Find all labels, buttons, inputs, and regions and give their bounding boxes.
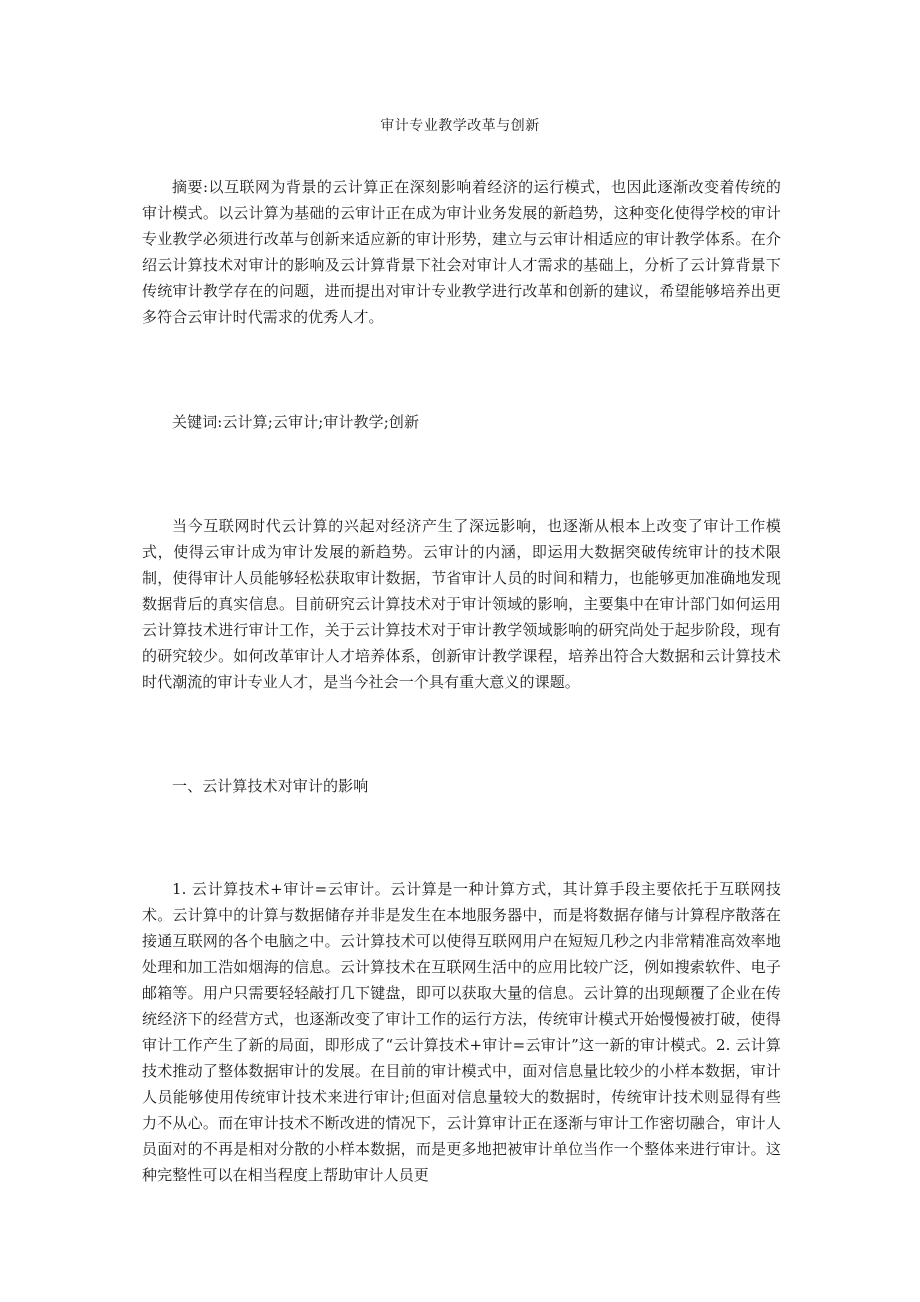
document-title: 审计专业教学改革与创新 xyxy=(380,118,540,134)
abstract-paragraph: 摘要:以互联网为背景的云计算正在深刻影响着经济的运行模式，也因此逐渐改变着传统的审计模式。以云计算为基础的云审计正在成为审计业务发展的新趋势，这种变化使得学校的审计专业教学必须进行改革与创新来适应新的审计形势，建立与云审计相适应的审计教学体系。在介绍云计算技术对审计的影响及云计算背景下社会对审计人才需求的基础上，分析了云计算背景下传统审计教学存在的问题，进而提出对审计专业教学进行改革和创新的建议，希望能够培养出更多符合云审计时代需求的优秀人才。 xyxy=(142,178,781,326)
keywords-paragraph: 关键词:云计算;云审计;审计教学;创新 xyxy=(172,413,420,431)
section-heading: 一、云计算技术对审计的影响 xyxy=(172,777,369,795)
intro-paragraph: 当今互联网时代云计算的兴起对经济产生了深远影响，也逐渐从根本上改变了审计工作模式，使得云审计成为审计发展的新趋势。云审计的内涵，即运用大数据突破传统审计的技术限制，使得审计人员能够轻松获取审计数据，节省审计人员的时间和精力，也能够更加准确地发现数据背后的真实信息。目前研究云计算技术对于审计领域的影响，主要集中在审计部门如何运用云计算技术进行审计工作，关于云计算技术对于审计教学领域影响的研究尚处于起步阶段，现有的研究较少。如何改革审计人才培养体系，创新审计教学课程，培养出符合大数据和云计算技术时代潮流的审计专业人才，是当今社会一个具有重大意义的课题。 xyxy=(142,517,781,691)
section-body-paragraph: 1. 云计算技术+审计=云审计。云计算是一种计算方式，其计算手段主要依托于互联网技术。云计算中的计算与数据储存并非是发生在本地服务器中，而是将数据存储与计算程序散落在接通互联网的各个电脑之中。云计算技术可以使得互联网用户在短短几秒之内非常精准高效率地处理和加工浩如烟海的信息。云计算技术在互联网生活中的应用比较广泛，例如搜索软件、电子邮箱等。用户只需要轻轻敲打几下键盘，即可以获取大量的信息。云计算的出现颠覆了企业在传统经济下的经营方式，也逐渐改变了审计工作的运行方法，传统审计模式开始慢慢被打破，使得审计工作产生了新的局面，即形成了“云计算技术+审计=云审计”这一新的审计模式。2. 云计算技术推动了整体数据审计的发展。在目前的审计模式中，面对信息量比较少的小样本数据，审计人员能够使用传统审计技术来进行审计;但面对信息量较大的数据时，传统审计技术则显得有些力不从心。而在审计技术不断改进的情况下，云计算审计正在逐渐与审计工作密切融合，审计人员面对的不再是相对分散的小样本数据，而是更多地把被审计单位当作一个整体来进行审计。这种完整性可以在相当程度上帮助审计人员更 xyxy=(142,880,781,1184)
